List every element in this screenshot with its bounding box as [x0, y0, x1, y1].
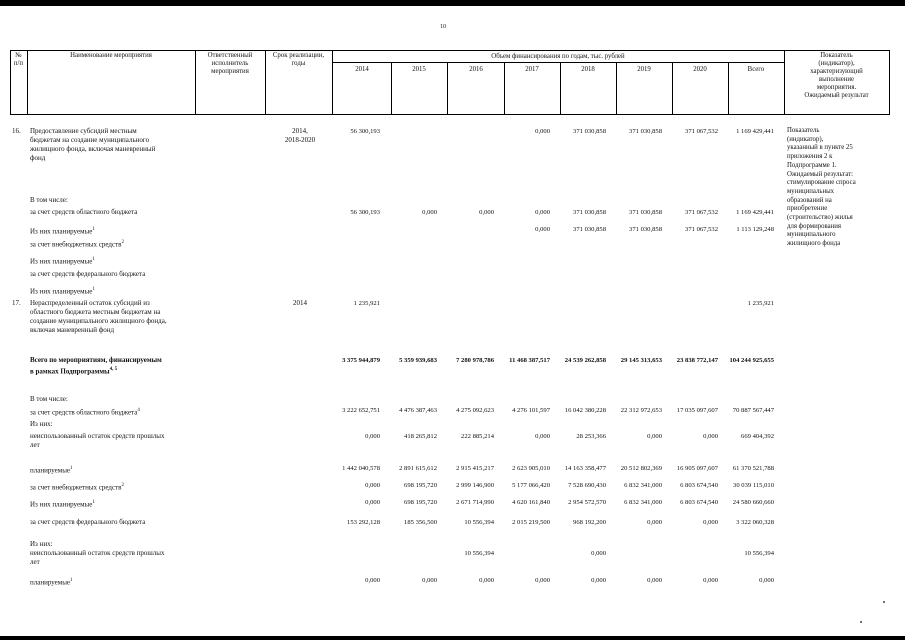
header-number: № п/п [13, 52, 24, 67]
value-cell: 0,000 [591, 577, 606, 584]
funding-subheader-line [332, 62, 784, 63]
value-cell: 7 280 978,786 [456, 357, 494, 364]
value-cell: 0,000 [647, 519, 662, 526]
subrow-label-text: Из них планируемые [30, 227, 93, 236]
col-border [889, 50, 890, 114]
subrow-label [30, 270, 145, 279]
total-subrow-label-text: Из них планируемые [30, 500, 93, 509]
total-label-text: Всего по мероприятиям, финансируемым в рамках Подпрограммы [30, 356, 162, 376]
value-cell: 0,000 [703, 577, 718, 584]
subrow-label-text: за счет средств областного бюджета [30, 208, 138, 216]
value-cell: 0,000 [365, 499, 380, 506]
value-cell: 185 356,500 [404, 519, 437, 526]
value-cell: 0,000 [535, 209, 550, 216]
subrow-label [30, 196, 68, 205]
footnote-mark: 1 [92, 227, 95, 232]
value-cell: 968 192,200 [573, 519, 606, 526]
header-name: Наименование мероприятия [70, 52, 152, 59]
value-cell: 1 113 129,248 [736, 226, 774, 233]
total-label [30, 356, 162, 376]
total-subrow-label [30, 498, 95, 509]
total-subrow-label [30, 576, 73, 587]
value-cell: 28 253,366 [576, 433, 606, 440]
value-cell: 371 030,858 [629, 209, 662, 216]
value-cell: 10 556,394 [744, 550, 774, 557]
table-top-border [10, 50, 890, 51]
value-cell: 5 177 066,420 [512, 482, 550, 489]
table-header-bottom-border [10, 114, 890, 115]
value-cell: 2 915 415,217 [456, 465, 494, 472]
total-subrow-label-text: за счет средств федерального бюджета [30, 518, 146, 526]
total-subrow-label [30, 481, 124, 492]
total-subrow-label-text: за счет средств областного бюджета [30, 408, 138, 417]
header-year: 2014 [355, 66, 369, 73]
value-cell: 6 832 341,000 [624, 499, 662, 506]
value-cell: 2 954 572,570 [568, 499, 606, 506]
footnote-mark: 1 [70, 466, 73, 471]
value-cell: 2 015 219,500 [512, 519, 550, 526]
header-year: 2018 [581, 66, 595, 73]
footnote-mark: 1 [92, 257, 95, 262]
value-cell: 0,000 [703, 519, 718, 526]
value-cell: 2 623 905,010 [512, 465, 550, 472]
value-cell: 0,000 [535, 433, 550, 440]
header-year: 2016 [469, 66, 483, 73]
top-scan-border [0, 0, 905, 6]
value-cell: 23 838 772,147 [676, 357, 718, 364]
value-cell: 1 169 429,441 [736, 209, 774, 216]
value-cell: 0,000 [535, 128, 550, 135]
subrow-label [30, 238, 124, 249]
value-cell: 22 312 972,653 [620, 407, 662, 414]
row-number: 17. [12, 299, 21, 307]
value-cell: 5 359 939,683 [399, 357, 437, 364]
value-cell: 371 030,858 [573, 128, 606, 135]
value-cell: 2 891 615,612 [399, 465, 437, 472]
total-subrow-label-text: В том числе: [30, 395, 68, 403]
value-cell: 371 067,532 [685, 128, 718, 135]
value-cell: 0,000 [647, 433, 662, 440]
value-cell: 3 322 060,328 [736, 519, 774, 526]
header-indicator: Показатель (индикатор), характеризующий выполнение мероприятия. Ожидаемый результат [804, 52, 869, 99]
header-year: 2020 [693, 66, 707, 73]
total-subrow-label [30, 518, 145, 527]
value-cell: 11 468 387,517 [509, 357, 550, 364]
footnote-mark: 2 [121, 483, 124, 488]
value-cell: 0,000 [365, 482, 380, 489]
total-subrow-label-text: за счет внебюджетных средств [30, 483, 122, 492]
value-cell: 2 999 146,900 [456, 482, 494, 489]
value-cell: 371 067,532 [685, 226, 718, 233]
value-cell: 20 512 802,369 [620, 465, 662, 472]
value-cell: 4 620 161,840 [512, 499, 550, 506]
value-cell: 371 067,532 [685, 209, 718, 216]
header-year: Всего [747, 66, 765, 73]
value-cell: 0,000 [365, 433, 380, 440]
subrow-label [30, 208, 137, 217]
value-cell: 669 404,392 [741, 433, 774, 440]
value-cell: 0,000 [479, 209, 494, 216]
value-cell: 4 276 101,597 [512, 407, 550, 414]
value-cell: 3 375 944,879 [342, 357, 380, 364]
value-cell: 6 803 674,540 [680, 482, 718, 489]
subrow-label [30, 285, 95, 296]
footnote-mark: 2 [121, 240, 124, 245]
value-cell: 418 265,812 [404, 433, 437, 440]
value-cell: 4 275 092,623 [456, 407, 494, 414]
value-cell: 24 580 660,660 [732, 499, 774, 506]
value-cell: 371 030,858 [629, 128, 662, 135]
row-number: 16. [12, 127, 21, 135]
footnote-mark: 4 [137, 408, 140, 413]
value-cell: 24 539 262,858 [564, 357, 606, 364]
value-cell: 153 292,128 [347, 519, 380, 526]
header-year: 2015 [412, 66, 426, 73]
value-cell: 0,000 [422, 209, 437, 216]
value-cell: 29 145 313,653 [620, 357, 662, 364]
value-cell: 0,000 [365, 577, 380, 584]
value-cell: 3 222 652,751 [342, 407, 380, 414]
row-term: 2014, 2018-2020 [284, 127, 316, 144]
value-cell: 10 556,394 [464, 519, 494, 526]
total-subrow-label-text: неиспользованный остаток средств прошлых лет [30, 432, 165, 449]
header-year: 2017 [525, 66, 539, 73]
page-number: 10 [440, 24, 446, 30]
value-cell: 1 169 429,441 [736, 128, 774, 135]
value-cell: 17 035 097,607 [676, 407, 718, 414]
header-funding: Объем финансирования по годам, тыс. рублей [491, 53, 625, 60]
value-cell: 222 885,214 [461, 433, 494, 440]
value-cell: 371 030,858 [573, 226, 606, 233]
total-subrow-label [30, 420, 53, 429]
value-cell: 0,000 [647, 577, 662, 584]
value-cell: 1 235,921 [747, 300, 774, 307]
row-term: 2014 [293, 299, 307, 307]
value-cell: 7 528 690,430 [568, 482, 606, 489]
value-cell: 0,000 [422, 577, 437, 584]
bottom-scan-border [0, 636, 905, 640]
row-indicator: Показатель (индикатор), указанный в пункте 25 приложения 2 к Подпрограмме 1. Ожидаемый результат: стимулирование спроса муниципальных образований на приобретение (строительство) жилья для формирования муниципального жилищного фонда [787, 127, 856, 248]
total-subrow-label-text: Из них: [30, 420, 53, 428]
header-term: Срок реализации, годы [272, 52, 325, 67]
value-cell: 16 042 380,228 [564, 407, 606, 414]
subrow-label [30, 225, 95, 236]
value-cell: 0,000 [759, 577, 774, 584]
value-cell: 6 832 341,000 [624, 482, 662, 489]
footnote-mark: 1 [70, 578, 73, 583]
total-subrow-label [30, 395, 68, 404]
subrow-label-text: за счет внебюджетных средств [30, 240, 122, 249]
row-name: Нераспределенный остаток субсидий из областного бюджета местным бюджетам на создание муниципального жилищного фонда, включая маневренный фонд [30, 299, 167, 334]
subrow-label-text: за счет средств федерального бюджета [30, 270, 146, 278]
total-subrow-label [30, 406, 140, 417]
value-cell: 104 244 925,655 [729, 357, 774, 364]
value-cell: 70 887 567,447 [732, 407, 774, 414]
value-cell: 56 300,193 [350, 128, 380, 135]
value-cell: 0,000 [535, 577, 550, 584]
value-cell: 6 803 674,540 [680, 499, 718, 506]
footnote-mark: 1 [92, 500, 95, 505]
row-name: Предоставление субсидий местным бюджетам на создание муниципального жилищного фонда, включая маневренный фонд [30, 127, 156, 162]
value-cell: 1 235,921 [353, 300, 380, 307]
footnote-mark: 1 [92, 287, 95, 292]
value-cell: 371 030,858 [573, 209, 606, 216]
value-cell: 698 195,720 [404, 482, 437, 489]
value-cell: 0,000 [703, 433, 718, 440]
value-cell: 30 039 115,010 [733, 482, 774, 489]
total-subrow-label-text: планируемые [30, 466, 71, 475]
total-subrow-label-text: Из них: неиспользованный остаток средств прошлых лет [30, 540, 165, 566]
value-cell: 0,000 [535, 226, 550, 233]
value-cell: 10 556,394 [464, 550, 494, 557]
scan-speck [883, 601, 885, 603]
value-cell: 1 442 040,578 [342, 465, 380, 472]
value-cell: 4 476 387,463 [399, 407, 437, 414]
subrow-label-text: Из них планируемые [30, 287, 93, 296]
value-cell: 0,000 [591, 550, 606, 557]
scan-speck [860, 621, 862, 623]
total-subrow-label-text: планируемые [30, 578, 71, 587]
header-responsible: Ответственный исполнитель мероприятия [207, 52, 253, 75]
value-cell: 0,000 [479, 577, 494, 584]
footnote-mark: 4, 5 [109, 367, 118, 372]
total-subrow-label [30, 464, 73, 475]
value-cell: 16 905 097,607 [676, 465, 718, 472]
value-cell: 61 370 521,788 [732, 465, 774, 472]
subrow-label-text: В том числе: [30, 196, 68, 204]
subrow-label-text: Из них планируемые [30, 257, 93, 266]
value-cell: 371 030,858 [629, 226, 662, 233]
total-subrow-label [30, 432, 165, 450]
header-year: 2019 [637, 66, 651, 73]
value-cell: 56 300,193 [350, 209, 380, 216]
value-cell: 14 163 358,477 [564, 465, 606, 472]
subrow-label [30, 255, 95, 266]
value-cell: 698 195,720 [404, 499, 437, 506]
total-subrow-label [30, 540, 165, 567]
value-cell: 2 671 714,990 [456, 499, 494, 506]
